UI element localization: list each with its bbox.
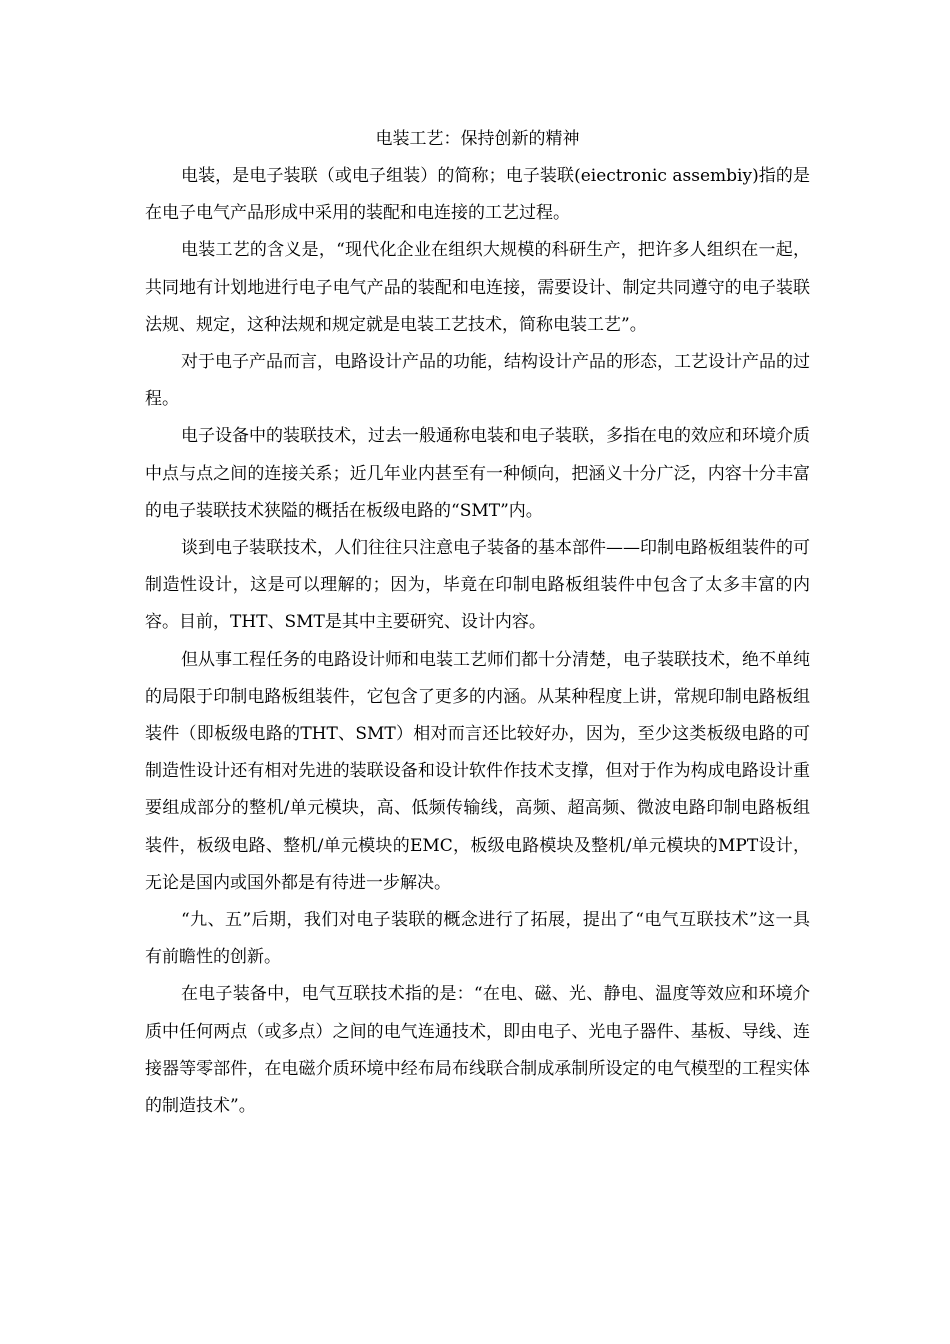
document-title: 电装工艺：保持创新的精神 — [375, 129, 580, 149]
paragraph-2: 电装工艺的含义是，“现代化企业在组织大规模的科研生产，把许多人组织在一起，共同地有计划地进行电子电气产品的装配和电连接，需要设计、制定共同遵守的电子装联法规、规定，这种法规和规定就是电装工艺技术，简称电装工艺”。 — [145, 240, 810, 335]
paragraph-5: 谈到电子装联技术，人们往往只注意电子装备的基本部件——印制电路板组装件的可制造性设计，这是可以理解的；因为，毕竟在印制电路板组装件中包含了太多丰富的内容。目前，THT、SMT是其中主要研究、设计内容。 — [145, 538, 810, 633]
paragraph-1: 电装，是电子装联（或电子组装）的简称；电子装联(eiectronic assembiy)指的是在电子电气产品形成中采用的装配和电连接的工艺过程。 — [145, 166, 810, 224]
paragraph-3: 对于电子产品而言，电路设计产品的功能，结构设计产品的形态，工艺设计产品的过程。 — [145, 352, 810, 410]
document-page — [145, 120, 810, 1125]
paragraph-4: 电子设备中的装联技术，过去一般通称电装和电子装联，多指在电的效应和环境介质中点与点之间的连接关系；近几年业内甚至有一种倾向，把涵义十分广泛，内容十分丰富的电子装联技术狭隘的概括在板级电路的“SMT”内。 — [145, 426, 810, 521]
paragraph-8: 在电子装备中，电气互联技术指的是：“在电、磁、光、静电、温度等效应和环境介质中任何两点（或多点）之间的电气连通技术，即由电子、光电子器件、基板、导线、连接器等零部件，在电磁介质环境中经布局布线联合制成承制所设定的电气模型的工程实体的制造技术”。 — [145, 984, 810, 1117]
paragraph-6: 但从事工程任务的电路设计师和电装工艺师们都十分清楚，电子装联技术，绝不单纯的局限于印制电路板组装件，它包含了更多的内涵。从某种程度上讲，常规印制电路板组装件（即板级电路的THT、SMT）相对而言还比较好办，因为，至少这类板级电路的可制造性设计还有相对先进的装联设备和设计软件作技术支撑，但对于作为构成电路设计重要组成部分的整机/单元模块，高、低频传输线，高频、超高频、微波电路印制电路板组装件，板级电路、整机/单元模块的EMC，板级电路模块及整机/单元模块的MPT设计，无论是国内或国外都是有待进一步解决。 — [145, 649, 810, 893]
paragraph-7: “九、五”后期，我们对电子装联的概念进行了拓展，提出了“电气互联技术”这一具有前瞻性的创新。 — [145, 910, 810, 968]
